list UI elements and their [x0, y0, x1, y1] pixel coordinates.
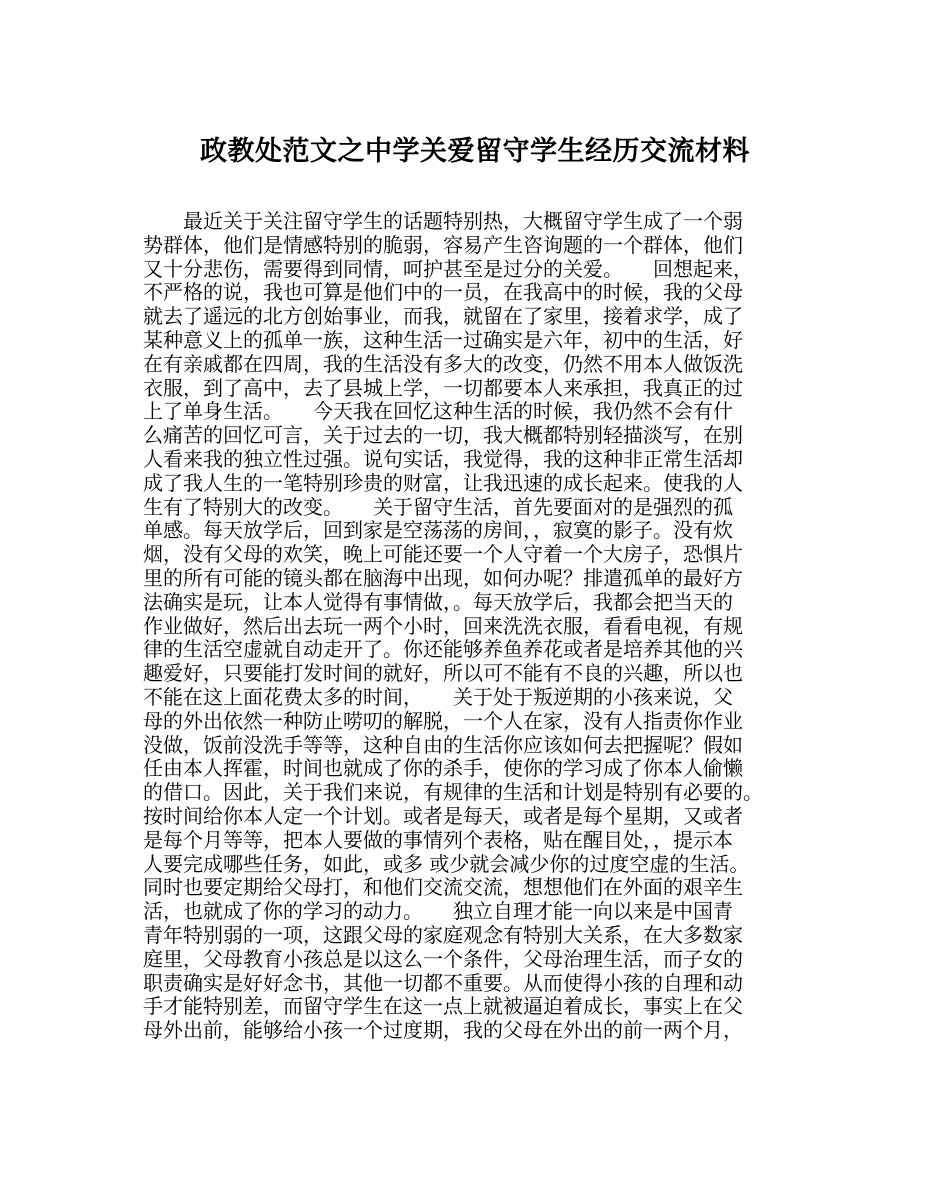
- body-line: 势群体，他们是情感特别的脆弱，容易产生咨询题的一个群体，他们: [143, 232, 743, 257]
- body-line: 又十分悲伤，需要得到同情，呵护甚至是过分的关爱。 回想起来，: [143, 256, 753, 281]
- body-line: 同时也要定期给父母打，和他们交流交流，想想他们在外面的艰辛生: [143, 875, 743, 900]
- body-line: 青年特别弱的一项，这跟父母的家庭观念有特别大关系，在大多数家: [143, 922, 743, 947]
- body-line: 母的外出依然一种防止唠叨的解脱，一个人在家，没有人指责你作业: [143, 708, 743, 733]
- body-line: 作业做好，然后出去玩一两个小时，回来洗洗衣服，看看电视，有规: [143, 613, 743, 638]
- body-line: 职责确实是好好念书，其他一切都不重要。从而使得小孩的自理和动: [143, 970, 743, 995]
- body-line: 母外出前，能够给小孩一个过度期，我的父母在外出的前一两个月，: [143, 1018, 743, 1043]
- body-line: 不能在这上面花费太多的时间， 关于处于叛逆期的小孩来说，父: [143, 684, 733, 709]
- body-line: 庭里，父母教育小孩总是以这么一个条件，父母治理生活，而子女的: [143, 946, 743, 971]
- body-line: 衣服，到了高中，去了县城上学，一切都要本人来承担，我真正的过: [143, 375, 743, 400]
- body-line: 的借口。因此，关于我们来说，有规律的生活和计划是特别有必要的。: [143, 780, 763, 805]
- body-line: 最近关于关注留守学生的话题特别热，大概留守学生成了一个弱: [143, 209, 743, 233]
- body-line: 在有亲戚都在四周，我的生活没有多大的改变，仍然不用本人做饭洗: [143, 351, 743, 376]
- body-line: 法确实是玩，让本人觉得有事情做，。每天放学后，我都会把当天的: [143, 589, 733, 614]
- body-line: 活，也就成了你的学习的动力。 独立自理才能一向以来是中国青: [143, 899, 733, 924]
- body-line: 按时间给你本人定一个计划。或者是每天，或者是每个星期，又或者: [143, 803, 743, 828]
- body-line: 某种意义上的孤单一族，这种生活一过确实是六年，初中的生活，好: [143, 327, 743, 352]
- body-line: 手才能特别差，而留守学生在这一点上就被逼迫着成长，事实上在父: [143, 994, 743, 1019]
- body-line: 成了我人生的一笔特别珍贵的财富，让我迅速的成长起来。使我的人: [143, 470, 743, 495]
- body-line: 人要完成哪些任务，如此，或多 或少就会减少你的过度空虚的生活。: [143, 851, 750, 876]
- body-line: 律的生活空虚就自动走开了。你还能够养鱼养花或者是培养其他的兴: [143, 637, 743, 662]
- body-line: 上了单身生活。 今天我在回忆这种生活的时候，我仍然不会有什: [143, 399, 733, 424]
- body-line: 任由本人挥霍，时间也就成了你的杀手，使你的学习成了你本人偷懒: [143, 756, 743, 781]
- body-line: 么痛苦的回忆可言，关于过去的一切，我大概都特别轻描淡写，在别: [143, 423, 743, 448]
- body-line: 是每个月等等，把本人要做的事情列个表格，贴在醒目处，，提示本: [143, 827, 733, 852]
- document-body: [143, 210, 825, 1043]
- body-line: 单感。每天放学后，回到家是空荡荡的房间，，寂寞的影子。没有炊: [143, 518, 733, 543]
- body-line: 人看来我的独立性过强。说句实话，我觉得，我的这种非正常生活却: [143, 446, 743, 471]
- body-line: 生有了特别大的改变。 关于留守生活，首先要面对的是强烈的孤: [143, 494, 733, 519]
- body-line: 里的所有可能的镜头都在脑海中出现，如何办呢？排遣孤单的最好方: [143, 565, 743, 590]
- body-line: 烟，没有父母的欢笑，晚上可能还要一个人守着一个大房子，恐惧片: [143, 542, 743, 567]
- body-line: 没做，饭前没洗手等等，这种自由的生活你应该如何去把握呢？假如: [143, 732, 743, 757]
- document-title: 政教处范文之中学关爱留守学生经历交流材料: [200, 136, 750, 167]
- body-line: 不严格的说，我也可算是他们中的一员，在我高中的时候，我的父母: [143, 280, 743, 305]
- body-line: 就去了遥远的北方创始事业，而我，就留在了家里，接着求学，成了: [143, 304, 743, 329]
- body-line: 趣爱好，只要能打发时间的就好，所以可不能有不良的兴趣，所以也: [143, 661, 743, 686]
